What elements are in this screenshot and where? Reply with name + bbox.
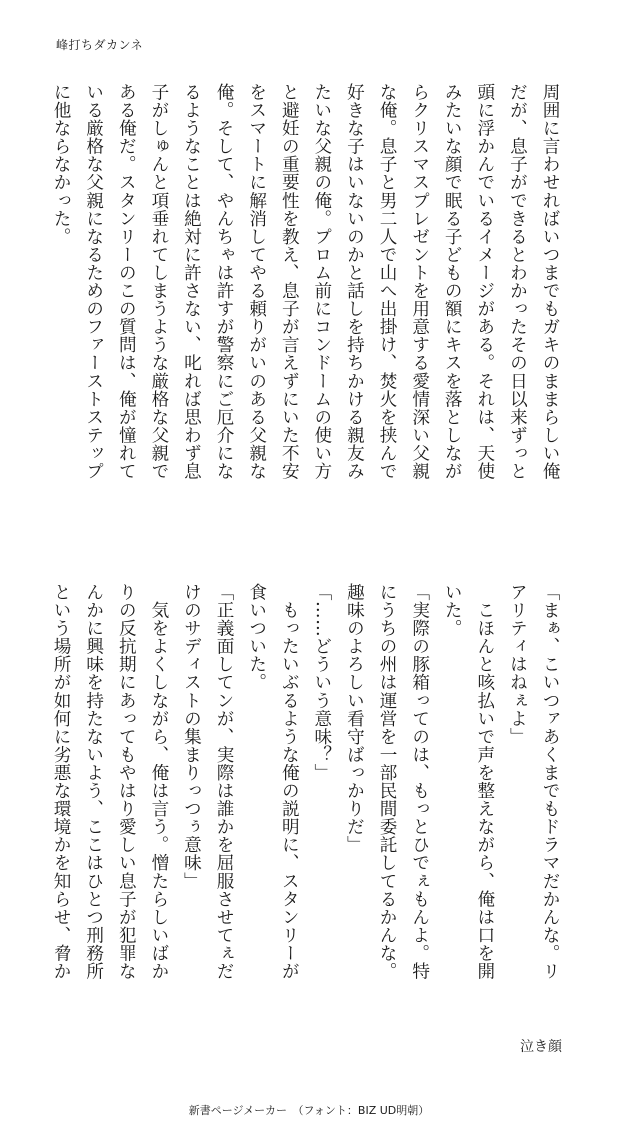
text-line: たいな父親の俺。プロム前にコンドームの使い方 — [311, 83, 332, 481]
text-line: 趣味のよろしい看守ばっかりだ」 — [344, 583, 365, 854]
text-line: という場所が如何に劣悪な環境かを知らせ、脅か — [51, 583, 72, 981]
author-name: 峰打ちダカンネ — [56, 38, 144, 52]
text-line: もったいぶるような俺の説明に、スタンリーが — [279, 583, 300, 981]
text-line: 「……どういう意味？」 — [311, 583, 332, 782]
text-line: 好きな子はいないのかと話しを持ちかける親友み — [344, 83, 365, 481]
text-line: いる厳格な父親になるための⁠ファーストステップ — [83, 83, 104, 481]
text-line: 頭に浮かんでいるイメージがある。それは、天使 — [474, 83, 495, 481]
page-title: 泣き顔 — [520, 1039, 562, 1055]
upper-text-block — [45, 83, 567, 533]
text-line: りの反抗期にあってもやはり愛しい息子が犯罪な — [116, 583, 137, 981]
text-line: と避妊の重要性を教え、息子が言えずにいた不安 — [279, 83, 300, 481]
text-line: んかに興味を持たないよう、ここはひとつ刑務所 — [83, 583, 104, 981]
text-line: 「実際の豚箱ってのは、もっとひでぇもんよ。特 — [409, 583, 430, 981]
text-line: だが、息子ができるとわかったその日以来ずっと — [507, 83, 528, 481]
text-line: けのサディストの集まりっつぅ意味」 — [181, 583, 202, 890]
text-line: みたいな顔で眠る子どもの額にキスを落としなが — [442, 83, 463, 481]
text-line: いた。 — [442, 583, 463, 638]
text-line: ある俺だ。スタンリーのこの質問は、俺が憧れて — [116, 83, 137, 481]
text-line: るようなことは絶対に許さない、叱れば思わず息 — [181, 83, 202, 481]
footer-credit: 新書ページメーカー （フォント：BIZ UD明朝） — [188, 1104, 430, 1117]
text-line: 周囲に言わせればいつまでもガキのままらしい俺 — [540, 83, 560, 481]
text-line: 俺。そして、やんちゃは許すが警察にご厄介にな — [214, 83, 235, 481]
text-line: こほんと咳払いで声を整えながら、俺は口を開 — [474, 583, 495, 981]
text-line: にうちの州は運営を一部民間委託してるかんな。 — [377, 583, 398, 981]
text-line: な俺。息子と男二人で山へ出掛け、焚火を挟んで — [377, 83, 398, 481]
text-line: アリティはねぇよ」 — [507, 583, 528, 746]
lower-text-block — [45, 583, 567, 1033]
text-line: に他ならなかった。 — [51, 83, 72, 246]
text-line: 「正義面してンが、実際は誰かを屈服させてぇだ — [214, 583, 235, 981]
text-line: をスマートに解消してやる頼りがいのある父親な — [246, 83, 267, 481]
text-line: 食いついた。 — [246, 583, 267, 692]
text-line: 子がしゅんと項垂れてしまうような厳格な父親で — [148, 83, 169, 481]
text-line: らクリスマスプレゼントを用意する愛情深い父親 — [409, 83, 430, 481]
text-line: 気をよくしながら、俺は言う。憎たらしいばか — [148, 583, 169, 981]
text-line: 「まぁ、こいつァあくまでもドラマだかんな。リ — [540, 583, 560, 981]
